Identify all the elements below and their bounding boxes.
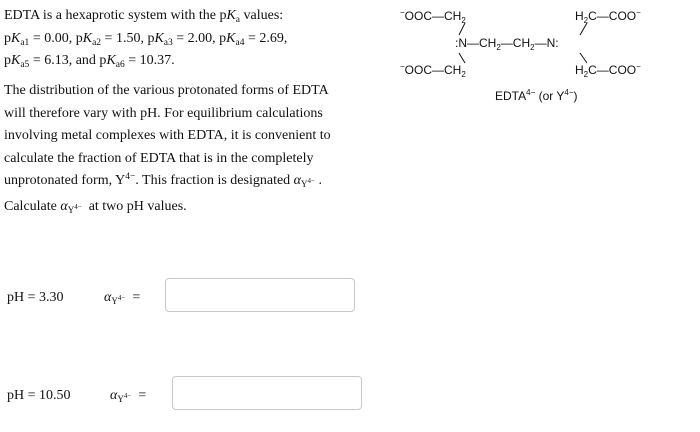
explanation-line: unprotonated form, $Y^{4-}$. This fraction is designated $\alpha_{Y^{4-}}$ .	[4, 172, 322, 189]
alpha-answer-input-2[interactable]	[172, 376, 362, 410]
alpha-label-1: $\alpha_{Y^{4-}}$ =	[104, 290, 141, 306]
intro-line: EDTA is a hexaprotic system with the $pK_a$ values:	[4, 8, 284, 25]
answer-row-1	[0, 278, 700, 318]
explanation-line: involving metal complexes with EDTA, it is convenient to	[4, 128, 331, 143]
problem-statement	[4, 5, 354, 73]
alpha-label-2: $\alpha_{Y^{4-}}$ =	[110, 388, 147, 404]
explanation-paragraph	[4, 80, 354, 193]
carboxylate-group-bottom-right: $H_2C—COO^-$	[575, 62, 641, 79]
structure-caption: $EDTA^{4-}$ (or $Y^{4-}$)	[495, 88, 578, 103]
pka-line-2: $pK_{a5} = 6.13$, and $pK_{a6} = 10.37$.	[4, 53, 175, 70]
answer-row-2	[0, 376, 700, 416]
edta-structure	[395, 3, 695, 103]
pka-line-1: $pK_{a1} = 0.00$, $pK_{a2} = 1.50$, $pK_{a3} = 2.00$, $pK_{a4} = 2.69$,	[4, 30, 288, 48]
instruction-text: Calculate $\alpha_{Y^{4-}}$ at two pH values.	[4, 199, 187, 215]
ph-label-1: pH = 3.30	[7, 290, 64, 305]
alpha-answer-input-1[interactable]	[165, 278, 355, 312]
ph-label-2: pH = 10.50	[7, 388, 71, 403]
ethylenediamine-backbone: $:N—CH_2—CH_2—N$:	[455, 36, 559, 52]
explanation-line: The distribution of the various protonated forms of EDTA	[4, 83, 329, 98]
carboxylate-group-top-right: $H_2C—COO^-$	[575, 8, 641, 25]
carboxylate-group-top-left: $^-OOC—CH_2$	[400, 8, 466, 25]
explanation-line: will therefore vary with pH. For equilibrium calculations	[4, 105, 323, 121]
explanation-line: calculate the fraction of EDTA that is in the completely	[4, 150, 314, 166]
carboxylate-group-bottom-left: $^-OOC—CH_2$	[400, 62, 466, 79]
